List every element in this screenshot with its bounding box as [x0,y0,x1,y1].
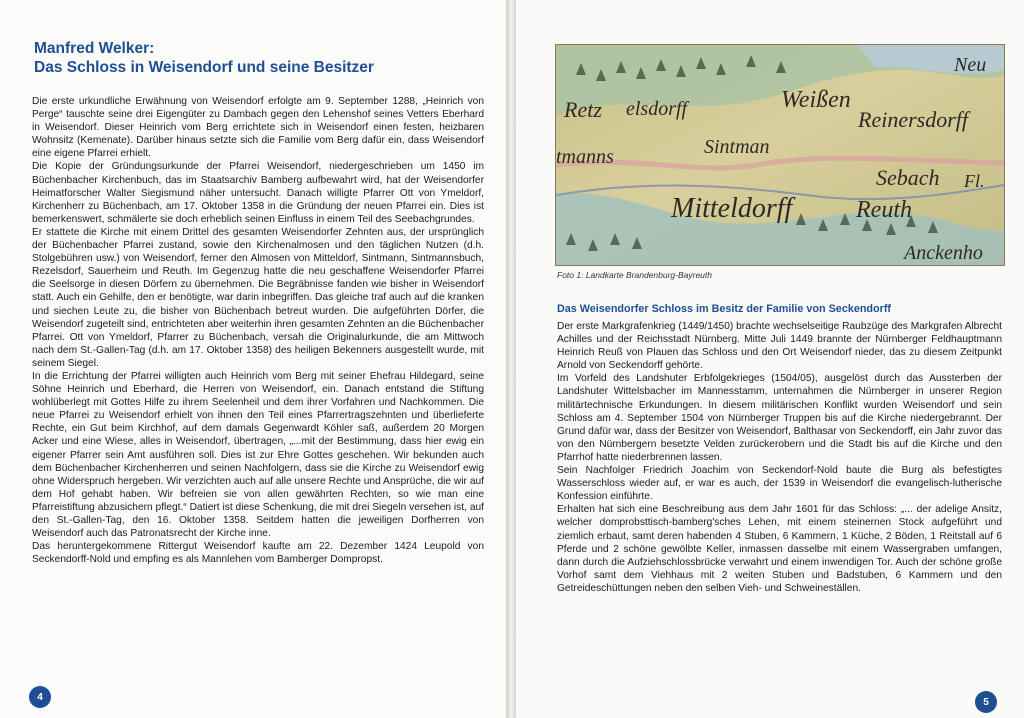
map-label-reinersdorff: Reinersdorff [858,107,968,132]
article-title: Das Schloss in Weisendorf und seine Besitzer [34,59,374,76]
map-label-weissen: Weißen [781,87,851,113]
paragraph: Der erste Markgrafenkrieg (1449/1450) brachte wechselseitige Raubzüge des Markgrafen Albrecht Achilles und der Reichsstadt Nürnberg. Mitte Juli 1449 brannte der Nürnberger Feldhauptmann Heinrich Reuß von Plauen das Schloss und den Ort Weisendorf nieder, das zu diesem Zeitpunkt Arnold von Seckendorff gehörte. [557,321,1002,372]
map-label-sintman: Sintman [704,136,770,158]
map-label-anckenho: Anckenho [904,242,983,264]
right-body-text [557,320,1002,595]
map-label-retz: Retz [564,97,602,122]
author-name: Manfred Welker: [34,40,155,57]
page-number-left: 4 [29,686,51,708]
paragraph: Die Kopie der Gründungsurkunde der Pfarrei Weisendorf, niedergeschrieben um 1450 im Büchenbacher Kirchenbuch, das im Staatsarchiv Bamberg aufbewahrt wird, hat der Weisendorfer Heimatforscher Walter Siegismund näher untersucht. Danach willigte Pfarrer Ott von Ymeldorf, Kirchenherr zu Büchenbach, am 17. Oktober 1358 in die Gründung der neuen Pfarrei ein. Dies ist bemerkenswert, schmälerte sie doch erheblich seinen Einfluss in einem Teil des Seebachgrundes. [32,161,484,225]
paragraph: Erhalten hat sich eine Beschreibung aus dem Jahr 1601 für das Schloss: „... der adelige Ansitz, welcher domprobsttisch-bamberg'sches Lehen, mit einem steinernen Stock aufgeführt und ziemlich erbaut, samt deren habenden 4 Stuben, 6 Kammern, 1 Küche, 2 Böden, 1 Reitstall auf 6 Pferde und 2 schöne gewölbte Keller, inmassen dasselbe mit einem Wassergraben umfangen, dann durch die Aufziehschlossbrücke verwahrt und einem inwendigen Tor. Auch der schöne große Vorhof samt dem Viehhaus mit 2 weiten Stuben und Badstuben, 6 Kammern und den Getreideschüttungen neben den selben Vieh- und Schweineställen. [557,504,1002,594]
paragraph: Das heruntergekommene Rittergut Weisendorf kaufte am 22. Dezember 1424 Leupold von Seckendorff-Nold und empfing es als Mannlehen vom Bamberger Dompropst. [32,541,484,566]
historic-map-image [555,44,1005,266]
left-page [0,0,508,718]
map-label-reuth: Reuth [856,197,912,223]
map-label-sebach: Sebach [876,165,940,190]
map-label-fl: Fl. [964,171,985,191]
map-label-elsdorff: elsdorff [626,98,688,120]
section-heading: Das Weisendorfer Schloss im Besitz der Familie von Seckendorff [557,303,892,315]
paragraph: Im Vorfeld des Landshuter Erbfolgekrieges (1504/05), ausgelöst durch das Aussterben der Landshuter Wittelsbacher im Mannesstamm, unternahmen die Nürnberger in unserer Region militärtechnische Erkundungen. In diesem militärischen Konflikt wurden Weisendorf und sein Schloss am 4. September 1504 von Nürnberger Truppen bis auf die Kirche niedergebrannt. Der Grund dafür war, dass der Besitzer von Weisendorf, Balthasar von Seckendorff, ein Jahr zuvor das von den Nürnbergern besetzte Velden zurückerobern und die Stadt bis auf die Kirche und den Pfarrhof hatte niederbrennen lassen. [557,373,1002,463]
left-body-text [32,95,484,566]
paragraph: Sein Nachfolger Friedrich Joachim von Seckendorf-Nold baute die Burg als befestigtes Wasserschloss wieder auf, er war es auch, der 1539 in Weisendorf die evangelisch-lutherische Konfession einführte. [557,465,1002,503]
map-label-neu: Neu [954,54,987,76]
map-caption: Foto 1: Landkarte Brandenburg-Bayreuth [557,270,712,280]
page-number-right: 5 [975,691,997,713]
map-label-mitteldorff: Mitteldorff [671,193,793,224]
paragraph: Er stattete die Kirche mit einem Drittel des gesamten Weisendorfer Zehnten aus, der ursprünglich der Büchenbacher Pfarrei zustand, sowie den Kirchenalmosen und den täglichen Nutzen (d.h. Stolgebühren usw.) von Weisendorf, ferner den Almosen von Mitteldorf, Sintmann, Sintmannsbuch, Rezelsdorf, Sauerheim und Reuth. Im Gegenzug hatte die neu geschaffene Weisendorfer Pfarrei die Seelsorge in diesen Dörfern zu übernehmen. Die Begräbnisse fanden wie bisher in Weisendorf statt. Auch ein Gehilfe, den er benötigte, war darin inbegriffen. Das gleiche traf auch auf die kranken und siechen Leute zu, die bisher von Büchenbach betreut wurden. Die aufgeführten Dörfer, die Weisendorf zugeteilt sind, entrichteten aber weiterhin ihren gesamten Zehnten an die Büchenbacher Pfarrei. Ott von Ymeldorf, Pfarrer zu Büchenbach, versah die Originalurkunde, die am Mittwoch nach dem St.-Gallen-Tag (d.h. am 17. Oktober 1358) des heiligen Bekenners ausgestellt wurde, mit seinem Siegel. [32,226,484,369]
map-label-tmanns: tmanns [556,146,614,168]
paragraph: In die Errichtung der Pfarrei willigten auch Heinrich vom Berg mit seiner Ehefrau Hildegard, seine Söhne Heinrich und Eberhard, die Herren von Weisendorf, ein. Danach entstand die Stiftung wohlüberlegt mit Gottes Hilfe zu ihrem Seelenheil und dem ihrer Vorfahren und Nachkommen. Die neue Pfarrei zu Weisendorf erhielt von ihnen den Teil eines Pfarrertragszehnten und überlieferte Rechte, ein Gut beim Kirchhof, auf dem damals Gegenwardt Köhler saß, außerdem 20 Morgen Acker und eine Wiese, alles in Weisendorf, übertragen, „...mit der Bestimmung, dass hier ewig ein eigener Pfarrer sein Amt ausführen soll. Dies ist zur Ehre Gottes geschehen. Wir bekunden auch dem Büchenbacher Kirchenherren und seinen Nachfolgern, dass sie die Kirche zu Weisendorf ewig ohne Widerspruch hergeben. Wir verzichten auch auf alle unsere Rechte und Ansprüche, die wir auf dem Hof gehabt haben. Wir befreien sie von allen gewährten Rechten, so wie man eine Pfarreistiftung abzusichern pflegt.“ Datiert ist diese Schenkung, die mit drei Siegeln versehen ist, auf den St.-Gallen-Tag, den 16. Oktober 1358. Seitdem hatten die jeweiligen Dorfherren von Weisendorf auch das Patronatsrecht der Kirche inne. [32,370,484,540]
paragraph: Die erste urkundliche Erwähnung von Weisendorf erfolgte am 9. September 1288, „Heinrich von Perge“ tauschte seine drei Eigengüter zu Dambach gegen den Lehenshof seines Vetters Eberhard in Weisendorf. Dieser Heinrich vom Berg errichtete sich in Weisendorf einen festen, heizbaren Wohnsitz (Kemenate). Darüber hinaus setzte sich die Familie vom Berg dafür ein, dass Weisendorf eine eigene Pfarrei erhielt. [32,96,484,160]
